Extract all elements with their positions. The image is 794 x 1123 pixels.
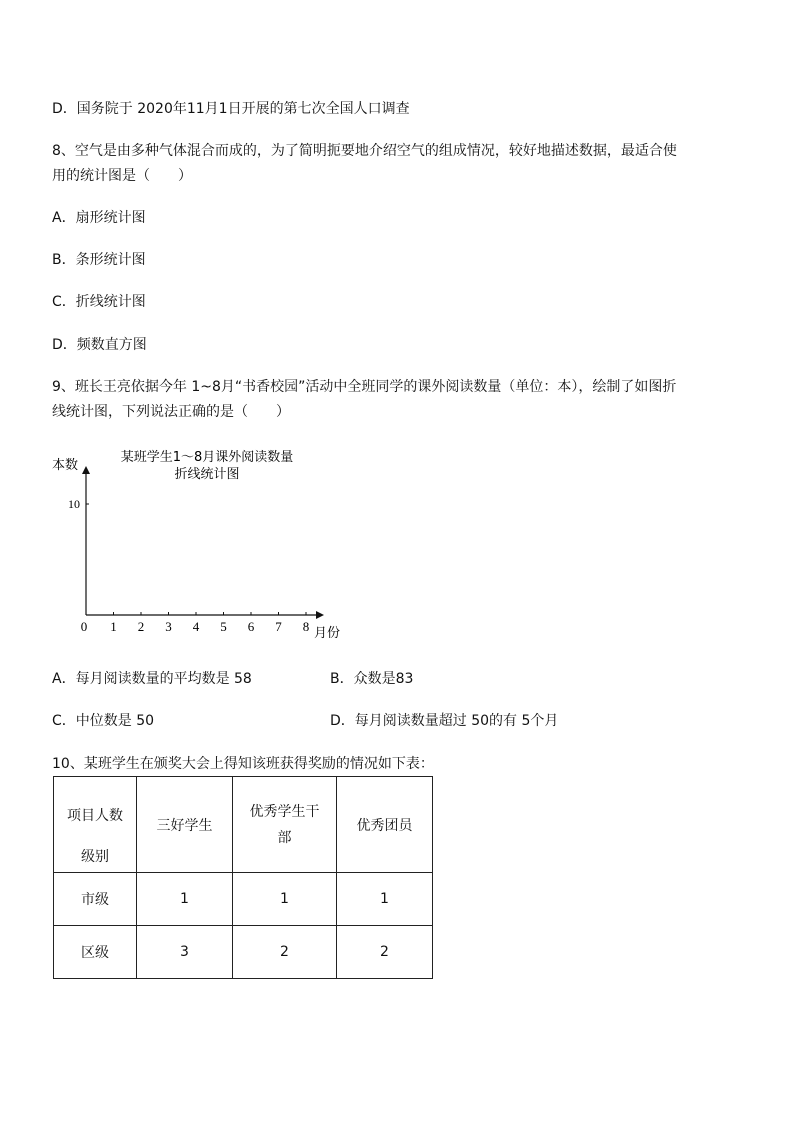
x-tick-label: 6 xyxy=(247,619,255,634)
x-tick-label: 7 xyxy=(275,619,282,634)
x-tick-label: 4 xyxy=(192,619,200,634)
table-cell: 2 xyxy=(233,926,337,979)
award-table xyxy=(53,776,433,979)
x-tick-label: 8 xyxy=(302,619,310,634)
q8-option-a: A．扇形统计图 xyxy=(52,210,146,226)
q10-stem: 10、某班学生在颁奖大会上得知该班获得奖励的情况如下表： xyxy=(52,756,434,772)
q8-stem-line2: 用的统计图是（ ） xyxy=(52,168,192,184)
x-tick-label: 0 xyxy=(80,619,88,634)
header-corner-bottom: 级别 xyxy=(81,849,109,865)
q9-stem-line2: 线统计图，下列说法正确的是（ ） xyxy=(52,404,290,420)
table-row xyxy=(54,926,433,979)
column-header: 优秀团员 xyxy=(337,777,433,873)
x-tick-label: 1 xyxy=(110,619,117,634)
column-header: 三好学生 xyxy=(137,777,233,873)
q8-stem-line1: 8、空气是由多种气体混合而成的，为了简明扼要地介绍空气的组成情况，较好地描述数据，最适合使 xyxy=(52,143,677,159)
header-corner-top: 项目人数 xyxy=(67,808,123,824)
x-tick-label: 2 xyxy=(137,619,145,634)
chart-title-line2: 折线统计图 xyxy=(174,467,240,482)
x-tick-label: 5 xyxy=(220,619,227,634)
reading-line-chart xyxy=(44,444,354,644)
table-cell: 1 xyxy=(337,873,433,926)
row-level: 市级 xyxy=(54,873,137,926)
table-cell: 1 xyxy=(137,873,233,926)
q8-option-d: D．频数直方图 xyxy=(52,337,147,353)
table-cell: 3 xyxy=(137,926,233,979)
y-tick-label: 10 xyxy=(68,497,80,511)
q9-option-d: D．每月阅读数量超过 50的有 5个月 xyxy=(330,713,559,729)
header-corner-cell xyxy=(54,777,137,873)
q8-option-b: B．条形统计图 xyxy=(52,252,146,268)
y-axis-arrow xyxy=(82,466,90,474)
award-table-header-row xyxy=(54,777,433,873)
x-tick-label: 3 xyxy=(165,619,172,634)
x-axis-arrow xyxy=(316,611,324,619)
q8-option-c: C．折线统计图 xyxy=(52,294,146,310)
q7-option-d: D．国务院于 2020年11月1日开展的第七次全国人口调查 xyxy=(52,101,410,117)
x-axis-label: 月份 xyxy=(314,626,341,641)
table-cell: 2 xyxy=(337,926,433,979)
q9-option-b: B．众数是83 xyxy=(330,671,414,687)
y-axis-label: 本数 xyxy=(52,458,79,473)
q9-option-a: A．每月阅读数量的平均数是 58 xyxy=(52,671,252,687)
table-cell: 1 xyxy=(233,873,337,926)
table-row xyxy=(54,873,433,926)
chart-title-line1: 某班学生1～8月课外阅读数量 xyxy=(120,450,294,465)
q9-stem-line1: 9、班长王亮依据今年 1~8月“书香校园”活动中全班同学的课外阅读数量（单位：本），绘制了如图折 xyxy=(52,379,677,395)
q9-option-c: C．中位数是 50 xyxy=(52,713,155,729)
column-header: 优秀学生干 部 xyxy=(233,777,337,873)
row-level: 区级 xyxy=(54,926,137,979)
